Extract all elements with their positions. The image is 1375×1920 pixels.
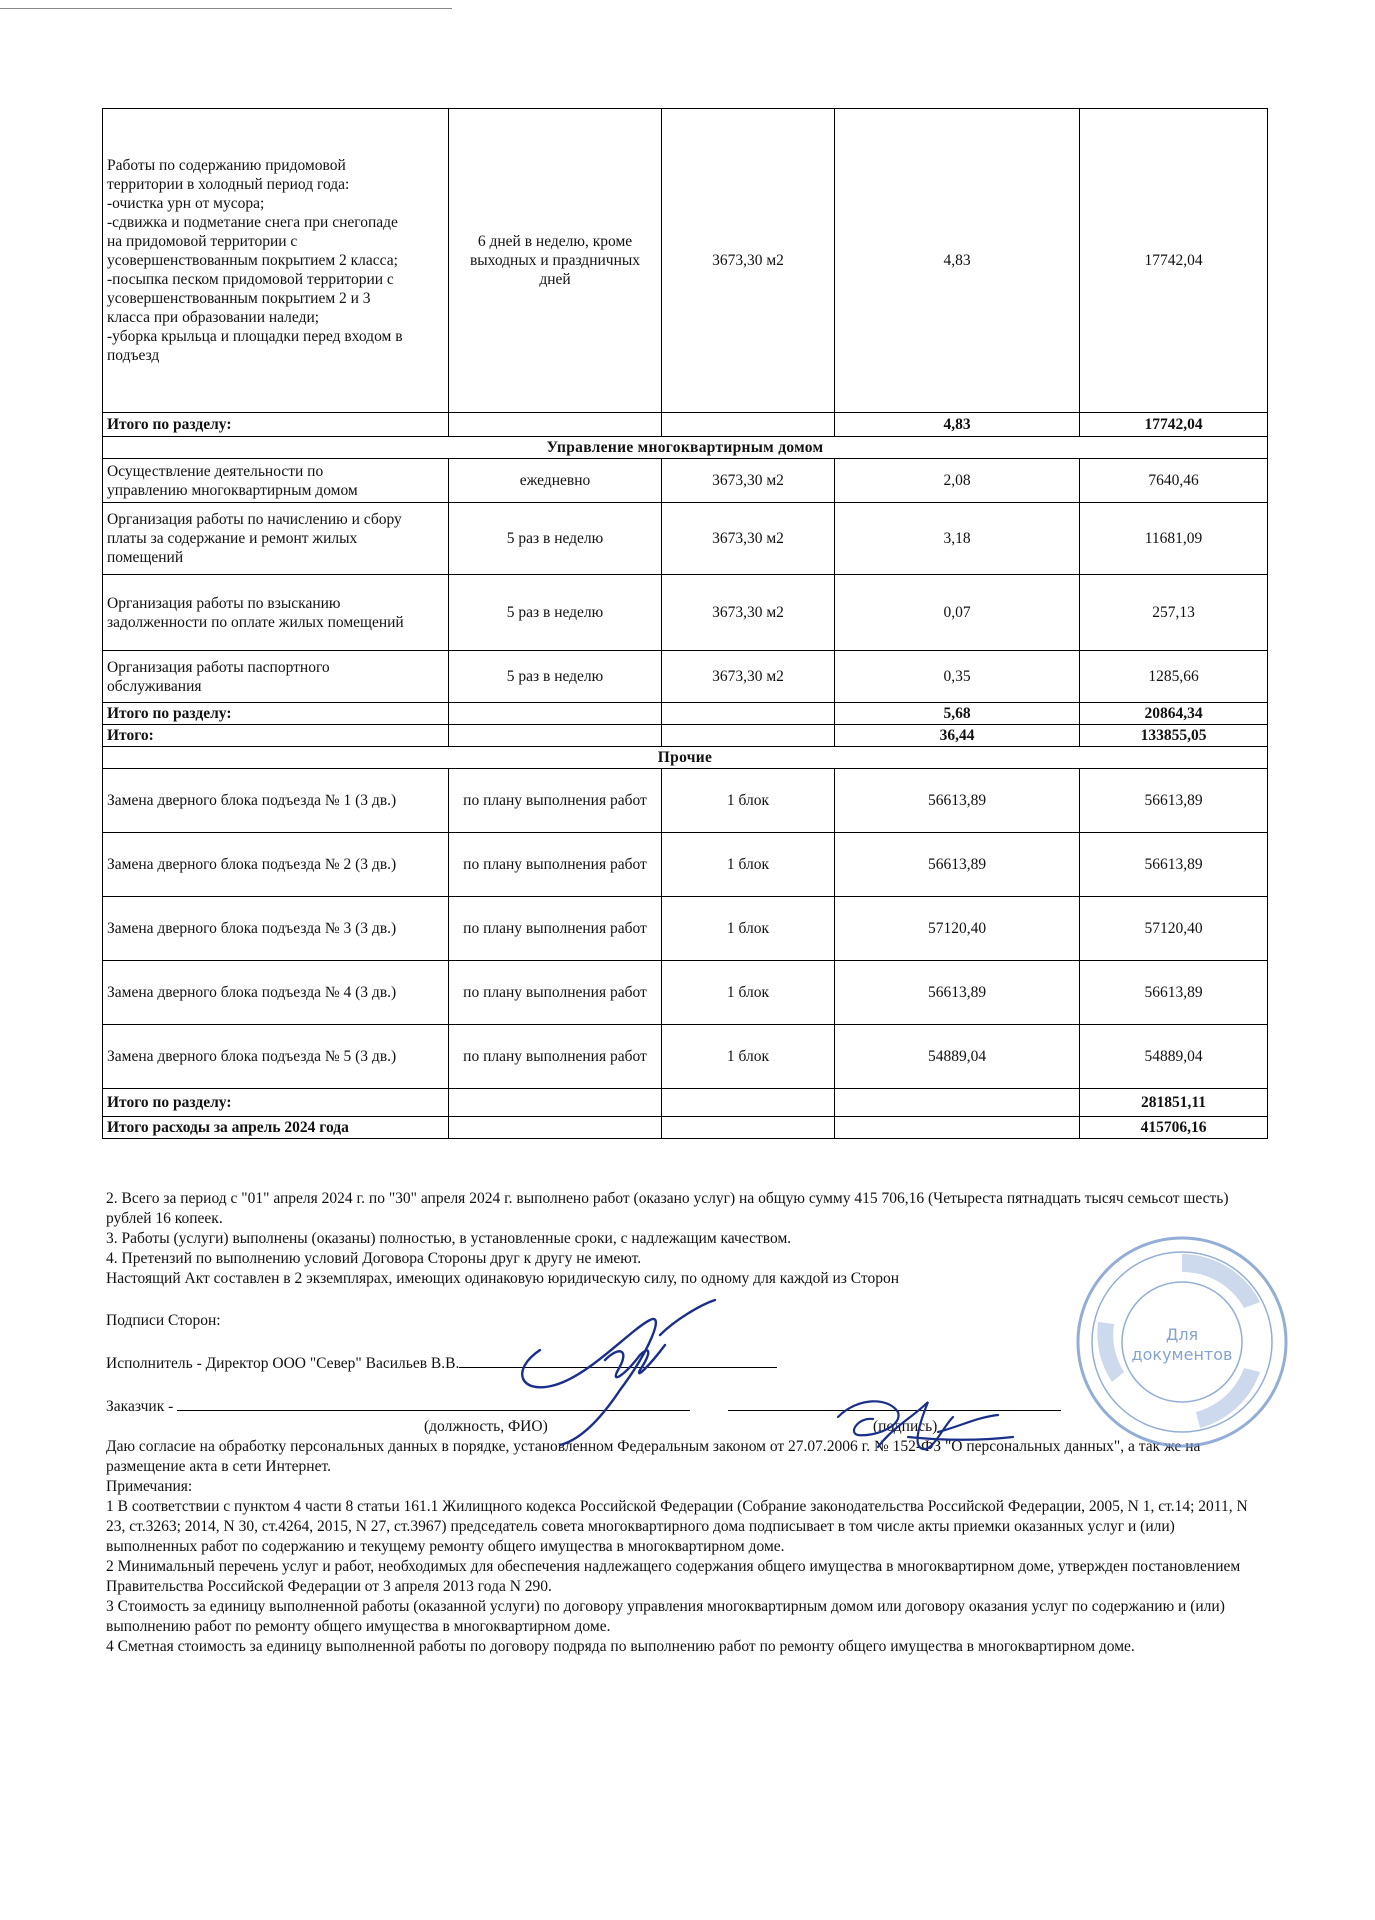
executor-label: Исполнитель - Директор ООО "Север" Васильев В.В. xyxy=(106,1355,460,1372)
work-rate: 56613,89 xyxy=(835,833,1080,897)
work-cost: 56613,89 xyxy=(1080,833,1268,897)
work-cost: 11681,09 xyxy=(1080,503,1268,575)
work-volume: 1 блок xyxy=(662,961,835,1025)
subtotal-rate: 5,68 xyxy=(835,703,1080,725)
subtotal-label: Итого по разделу: xyxy=(103,703,449,725)
subtotal-label: Итого по разделу: xyxy=(103,1089,449,1117)
work-rate: 0,35 xyxy=(835,651,1080,703)
subtotal-cost: 20864,34 xyxy=(1080,703,1268,725)
subtotal-cost: 281851,11 xyxy=(1080,1089,1268,1117)
remark-4: 4 Сметная стоимость за единицу выполненной работы по договору подряда по выполнению работ по ремонту общего имущества в многоквартирном доме. xyxy=(106,1638,1135,1655)
table-row xyxy=(103,651,1268,703)
work-volume: 3673,30 м2 xyxy=(662,503,835,575)
work-name: Замена дверного блока подъезда № 1 (3 дв.) xyxy=(103,769,449,833)
act-copies-note: Настоящий Акт составлен в 2 экземплярах, имеющих одинаковую юридическую силу, по одному для каждой из Сторон xyxy=(106,1270,900,1287)
subtotal-row xyxy=(103,1089,1268,1117)
work-frequency: по плану выполнения работ xyxy=(449,897,662,961)
work-frequency: по плану выполнения работ xyxy=(449,961,662,1025)
caption-position: (должность, ФИО) xyxy=(424,1418,548,1435)
table-row xyxy=(103,503,1268,575)
stamp-text-word-2: документов xyxy=(1131,1345,1233,1364)
subtotal-rate: 4,83 xyxy=(835,413,1080,437)
total-row xyxy=(103,725,1268,747)
organization-stamp xyxy=(1072,1232,1292,1452)
total-cost: 133855,05 xyxy=(1080,725,1268,747)
work-rate: 56613,89 xyxy=(835,769,1080,833)
work-frequency: 5 раз в неделю xyxy=(449,575,662,651)
table-row xyxy=(103,961,1268,1025)
work-name: Организация работы по начислению и сбору платы за содержание и ремонт жилых помещений xyxy=(103,503,449,575)
signatures-title: Подписи Сторон: xyxy=(106,1312,221,1329)
work-rate: 3,18 xyxy=(835,503,1080,575)
table-row xyxy=(103,575,1268,651)
table-row xyxy=(103,769,1268,833)
work-rate: 54889,04 xyxy=(835,1025,1080,1089)
section-title-management: Управление многоквартирным домом xyxy=(103,437,1268,459)
work-name: Организация работы по взысканию задолженности по оплате жилых помещений xyxy=(103,575,449,651)
section-header xyxy=(103,437,1268,459)
subtotal-label: Итого по разделу: xyxy=(103,413,449,437)
work-name: Работы по содержанию придомовой территории в холодный период года: -очистка урн от мусора; -сдвижка и подметание снега при снегопаде на придомовой территории с усовершенствованным покрытием 2 класса; -посыпка песком придомовой территории с усовершенствованным покрытием 2 и 3 класса при образовании наледи; -уборка крыльца и площадки перед входом в подъезд xyxy=(103,109,449,413)
table-row xyxy=(103,1025,1268,1089)
work-volume: 3673,30 м2 xyxy=(662,459,835,503)
work-rate: 2,08 xyxy=(835,459,1080,503)
work-cost: 7640,46 xyxy=(1080,459,1268,503)
subtotal-cost: 17742,04 xyxy=(1080,413,1268,437)
total-label: Итого: xyxy=(103,725,449,747)
work-volume: 1 блок xyxy=(662,833,835,897)
remark-1: 1 В соответствии с пунктом 4 части 8 статьи 161.1 Жилищного кодекса Российской Федерации (Собрание законодательства Российской Федерации, 2005, N 1, ст.14; 2011, N 23, ст.3263; 2014, N 30, ст.4264, 2015, N 27, ст.3967) председатель совета многоквартирного дома подписывает в том числе акты приемки оказанных услуг и (или) выполненных работ по содержанию и текущему ремонту общего имущества в многоквартирном доме. xyxy=(106,1498,1248,1555)
work-volume: 3673,30 м2 xyxy=(662,651,835,703)
work-cost: 1285,66 xyxy=(1080,651,1268,703)
clause-4: 4. Претензий по выполнению условий Договора Стороны друг к другу не имеют. xyxy=(106,1250,642,1267)
work-name: Замена дверного блока подъезда № 4 (3 дв.) xyxy=(103,961,449,1025)
executor-signature xyxy=(500,1290,720,1450)
remark-3: 3 Стоимость за единицу выполненной работы (оказанной услуги) по договору управления многоквартирным домом или договору оказания услуг по содержанию и (или) выполнению работ по ремонту общего имущества в многоквартирном доме. xyxy=(106,1598,1225,1635)
work-cost: 57120,40 xyxy=(1080,897,1268,961)
work-frequency: по плану выполнения работ xyxy=(449,833,662,897)
work-rate: 57120,40 xyxy=(835,897,1080,961)
scan-top-line xyxy=(0,8,452,9)
works-table xyxy=(102,108,1268,1139)
clause-2: 2. Всего за период с "01" апреля 2024 г. по "30" апреля 2024 г. выполнено работ (оказано услуг) на общую сумму 415 706,16 (Четыреста пятнадцать тысяч семьсот шесть) рублей 16 копеек. xyxy=(106,1190,1229,1227)
work-volume: 1 блок xyxy=(662,769,835,833)
caption-signature: (подпись) xyxy=(873,1418,938,1435)
work-frequency: 6 дней в неделю, кроме выходных и праздничных дней xyxy=(449,109,662,413)
work-frequency: по плану выполнения работ xyxy=(449,769,662,833)
table-row xyxy=(103,459,1268,503)
table-row xyxy=(103,833,1268,897)
work-cost: 17742,04 xyxy=(1080,109,1268,413)
work-volume: 3673,30 м2 xyxy=(662,109,835,413)
grand-total-label: Итого расходы за апрель 2024 года xyxy=(103,1117,449,1139)
work-name: Организация работы паспортного обслуживания xyxy=(103,651,449,703)
work-volume: 1 блок xyxy=(662,897,835,961)
work-name: Замена дверного блока подъезда № 5 (3 дв.) xyxy=(103,1025,449,1089)
remarks-title: Примечания: xyxy=(106,1478,193,1495)
subtotal-row xyxy=(103,413,1268,437)
work-frequency: 5 раз в неделю xyxy=(449,503,662,575)
work-volume: 1 блок xyxy=(662,1025,835,1089)
customer-signature xyxy=(818,1387,1018,1467)
table-row xyxy=(103,897,1268,961)
work-rate: 0,07 xyxy=(835,575,1080,651)
clause-3: 3. Работы (услуги) выполнены (оказаны) полностью, в установленные сроки, с надлежащим качеством. xyxy=(106,1230,792,1247)
work-frequency: ежедневно xyxy=(449,459,662,503)
subtotal-row xyxy=(103,703,1268,725)
grand-total-cost: 415706,16 xyxy=(1080,1117,1268,1139)
work-name: Осуществление деятельности по управлению многоквартирным домом xyxy=(103,459,449,503)
work-cost: 56613,89 xyxy=(1080,961,1268,1025)
personal-data-consent: Даю согласие на обработку персональных данных в порядке, установленном Федеральным законом от 27.07.2006 г. № 152-ФЗ "О персональных данных", а так же на размещение акта в сети Интернет. xyxy=(106,1438,1201,1475)
work-name: Замена дверного блока подъезда № 3 (3 дв.) xyxy=(103,897,449,961)
work-volume: 3673,30 м2 xyxy=(662,575,835,651)
stamp-text-word-1: Для xyxy=(1165,1325,1199,1344)
work-rate: 56613,89 xyxy=(835,961,1080,1025)
work-cost: 257,13 xyxy=(1080,575,1268,651)
work-frequency: по плану выполнения работ xyxy=(449,1025,662,1089)
work-rate: 4,83 xyxy=(835,109,1080,413)
work-cost: 56613,89 xyxy=(1080,769,1268,833)
remark-2: 2 Минимальный перечень услуг и работ, необходимых для обеспечения надлежащего содержания общего имущества в многоквартирном доме, утвержден постановлением Правительства Российской Федерации от 3 апреля 2013 года N 290. xyxy=(106,1558,1241,1595)
total-rate: 36,44 xyxy=(835,725,1080,747)
grand-total-row xyxy=(103,1117,1268,1139)
customer-label: Заказчик - xyxy=(106,1398,174,1415)
work-cost: 54889,04 xyxy=(1080,1025,1268,1089)
table-row xyxy=(103,109,1268,413)
section-header xyxy=(103,747,1268,769)
work-name: Замена дверного блока подъезда № 2 (3 дв.) xyxy=(103,833,449,897)
work-frequency: 5 раз в неделю xyxy=(449,651,662,703)
section-title-other: Прочие xyxy=(103,747,1268,769)
